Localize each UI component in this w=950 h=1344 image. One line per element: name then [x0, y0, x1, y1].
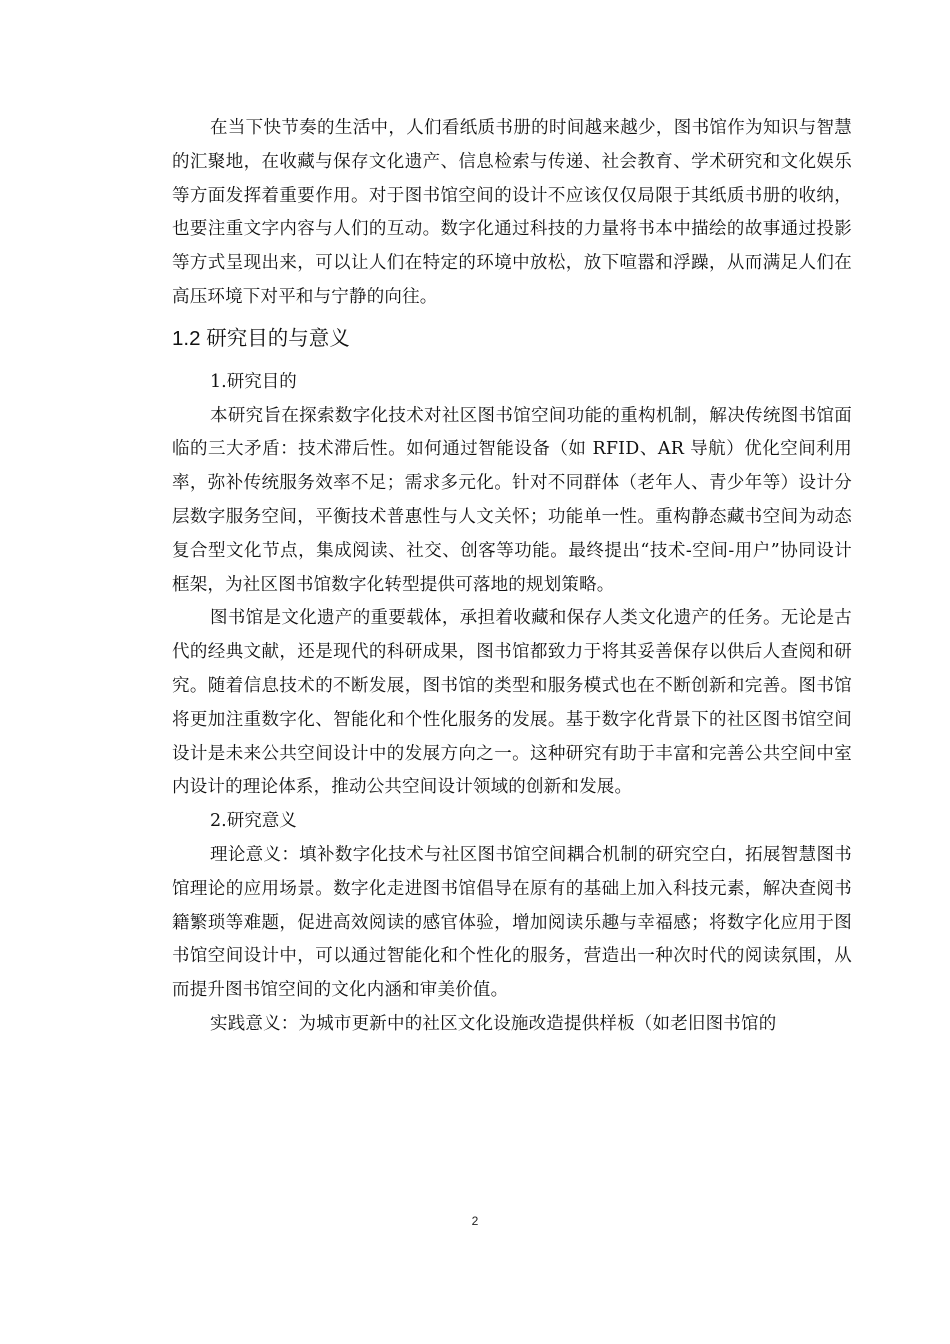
practice-significance-paragraph: 实践意义：为城市更新中的社区文化设施改造提供样板（如老旧图书馆的: [210, 1013, 777, 1034]
significance-subheading: 2.研究意义: [210, 811, 297, 832]
section-heading: 1.2 研究目的与意义: [172, 326, 350, 350]
page-number: 2: [471, 1214, 479, 1228]
intro-paragraph: 在当下快节奏的生活中，人们看纸质书册的时间越来越少，图书馆作为知识与智慧的汇聚地，在收藏与保存文化遗产、信息检索与传递、社会教育、学术研究和文化娱乐等方面发挥着重要作用。对于图书馆空间的设计不应该仅仅局限于其纸质书册的收纳，也要注重文字内容与人们的互动。数字化通过科技的力量将书本中描绘的故事通过投影等方式呈现出来，可以让人们在特定的环境中放松，放下喧嚣和浮躁，从而满足人们在高压环境下对平和与宁静的向往。: [172, 118, 852, 307]
document-page: [172, 112, 852, 1042]
purpose-paragraph-2: 图书馆是文化遗产的重要载体，承担着收藏和保存人类文化遗产的任务。无论是古代的经典文献，还是现代的科研成果，图书馆都致力于将其妥善保存以供后人查阅和研究。随着信息技术的不断发展，图书馆的类型和服务模式也在不断创新和完善。图书馆将更加注重数字化、智能化和个性化服务的发展。基于数字化背景下的社区图书馆空间设计是未来公共空间设计中的发展方向之一。这种研究有助于丰富和完善公共空间中室内设计的理论体系，推动公共空间设计领域的创新和发展。: [172, 608, 852, 798]
purpose-paragraph-1: 本研究旨在探索数字化技术对社区图书馆空间功能的重构机制，解决传统图书馆面临的三大矛盾：技术滞后性。如何通过智能设备（如 RFID、AR 导航）优化空间利用率，弥补传统服务效率不足；需求多元化。针对不同群体（老年人、青少年等）设计分层数字服务空间，平衡技术普惠性与人文关怀；功能单一性。重构静态藏书空间为动态复合型文化节点，集成阅读、社交、创客等功能。最终提出“技术-空间-用户”协同设计框架，为社区图书馆数字化转型提供可落地的规划策略。: [172, 405, 852, 595]
purpose-subheading: 1.研究目的: [210, 371, 297, 392]
theory-significance-paragraph: 理论意义：填补数字化技术与社区图书馆空间耦合机制的研究空白，拓展智慧图书馆理论的应用场景。数字化走进图书馆倡导在原有的基础上加入科技元素，解决查阅书籍繁琐等难题，促进高效阅读的感官体验，增加阅读乐趣与幸福感；将数字化应用于图书馆空间设计中，可以通过智能化和个性化的服务，营造出一种次时代的阅读氛围，从而提升图书馆空间的文化内涵和审美价值。: [172, 844, 852, 1001]
